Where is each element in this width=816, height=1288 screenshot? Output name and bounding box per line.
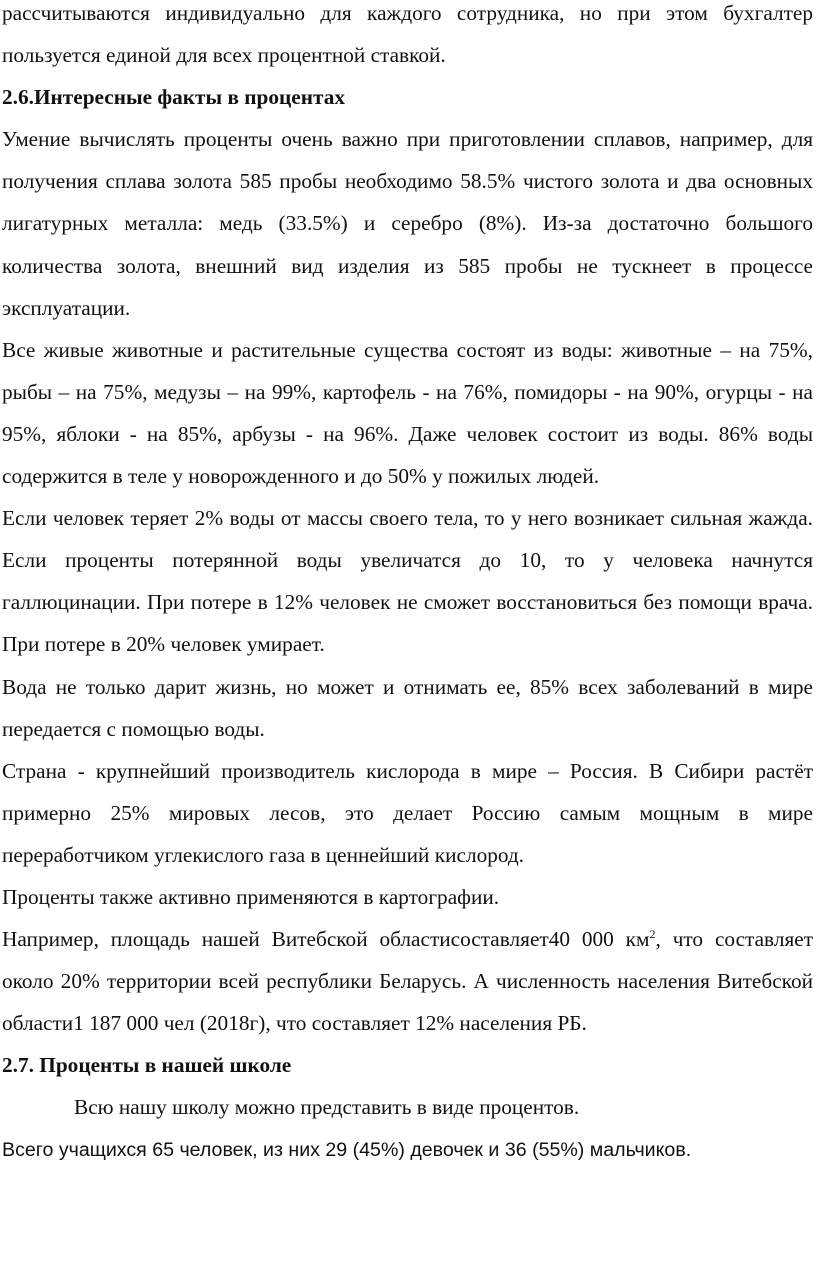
paragraph-cartography: Проценты также активно применяются в картографии. — [2, 884, 500, 909]
paragraph-vitebsk — [2, 918, 813, 1044]
paragraph-water-living: Все живые животные и растительные существа состоят из воды: животные – на 75%, рыбы – на 75%, медузы – на 99%, картофель - на 76%, помидоры - на 90%, огурцы - на 95%, яблоки - на 85%, арбузы - на 96%. Даже человек состоит из воды. 86% воды содержится в теле у новорожденного и до 50% у пожилых людей. — [2, 337, 813, 489]
vitebsk-text-a: Например, площадь нашей Витебской областисоставляет40 000 км — [2, 927, 650, 952]
paragraph-school-stats: Всего учащихся 65 человек, из них 29 (45%) девочек и 36 (55%) мальчиков. — [2, 1138, 692, 1161]
paragraph-gold-alloy: Умение вычислять проценты очень важно при приготовлении сплавов, например, для получения сплава золота 585 пробы необходимо 58.5% чистого золота и два основных лигатурных металла: медь (33.5%) и серебро (8%). Из-за достаточно большого количества золота, внешний вид изделия из 585 пробы не тускнеет в процессе эксплуатации. — [2, 127, 813, 320]
paragraph-intro-tail: рассчитываются индивидуально для каждого сотрудника, но при этом бухгалтер пользуется единой для всех процентной ставкой. — [2, 1, 813, 68]
paragraph-russia-oxygen: Страна - крупнейший производитель кислорода в мире – Россия. В Сибири растёт примерно 25% мировых лесов, это делает Россию самым мощным в мире переработчиком углекислого газа в ценнейший кислород. — [2, 758, 813, 867]
vitebsk-superscript: 2 — [649, 926, 656, 941]
paragraph-water-disease: Вода не только дарит жизнь, но может и отнимать ее, 85% всех заболеваний в мире передается с помощью воды. — [2, 674, 813, 741]
section-heading-2-6: 2.6.Интересные факты в процентах — [2, 85, 346, 110]
paragraph-water-loss: Если человек теряет 2% воды от массы своего тела, то у него возникает сильная жажда. Если проценты потерянной воды увеличатся до 10, то у человека начнутся галлюцинации. При потере в 12% человек не сможет восстановиться без помощи врача. При потере в 20% человек умирает. — [2, 506, 813, 657]
vitebsk-text-b: , что составляет около 20% территории всей республики Беларусь. А численность населения Витебской области1 187 000 чел (2018г), что составляет 12% населения РБ. — [2, 927, 814, 1036]
paragraph-school-intro: Всю нашу школу можно представить в виде процентов. — [74, 1095, 580, 1120]
section-heading-2-7: 2.7. Проценты в нашей школе — [2, 1053, 292, 1078]
